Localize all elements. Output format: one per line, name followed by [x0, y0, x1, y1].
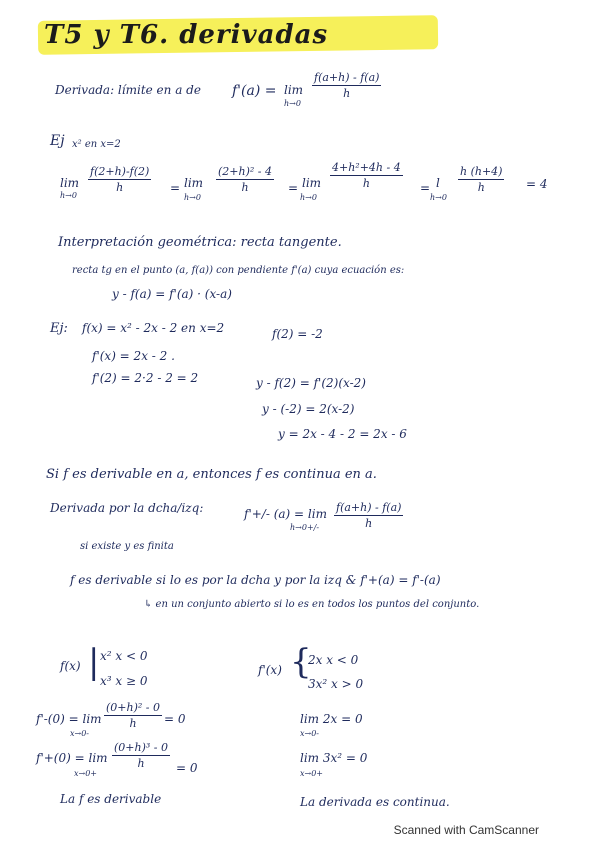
- ex1-fraction3: [330, 162, 403, 189]
- example2-label: Ej:: [50, 321, 68, 336]
- piecewise-fp-label: f'(x): [258, 663, 282, 677]
- ex1-lim4: l: [436, 176, 440, 190]
- ex1-fraction4: [458, 166, 504, 193]
- piecewise-f-label: f(x): [60, 659, 81, 673]
- definition-label: Derivada: límite en a de: [55, 83, 201, 97]
- example2-function: f(x) = x² - 2x - 2 en x=2: [82, 321, 225, 335]
- example2-f-at-2: f(2) = -2: [272, 327, 323, 341]
- lateral-sub: h→0+/-: [290, 523, 320, 532]
- ex1-eq2: =: [288, 181, 299, 195]
- ex1-lim3: lim: [302, 176, 322, 190]
- ex1-den3: h: [362, 177, 370, 190]
- left-derivative-sub: x→0-: [70, 729, 90, 738]
- lateral-den: h: [365, 517, 373, 530]
- left-derivative-den: h: [129, 717, 137, 730]
- ex1-den4: h: [477, 181, 485, 194]
- ex1-eq3: =: [420, 181, 431, 195]
- left-derivative-result: = 0: [164, 712, 186, 726]
- right-derivative-result: = 0: [176, 761, 198, 775]
- ex1-den1: h: [116, 181, 124, 194]
- ex1-num2: (2+h)² - 4: [218, 165, 273, 178]
- interpretation-heading: Interpretación geométrica: recta tangente.: [58, 235, 342, 250]
- ex1-lim2: lim: [184, 176, 204, 190]
- example2-eq1: y - f(2) = f'(2)(x-2): [256, 376, 366, 390]
- conclusion-derivable: La f es derivable: [60, 792, 162, 806]
- piecewise-fp-case2: 3x² x > 0: [308, 677, 364, 691]
- ex1-num3: 4+h²+4h - 4: [332, 161, 401, 174]
- interpretation-line1: recta tg en el punto (a, f(a)) con pendiente f'(a) cuya ecuación es:: [72, 265, 405, 276]
- camscanner-footer: Scanned with CamScanner: [393, 823, 539, 837]
- definition-fraction: [312, 72, 381, 99]
- ex1-fraction1: [88, 166, 151, 193]
- example1-label: Ej: [50, 133, 65, 149]
- lateral-lhs: f'+/- (a) = lim: [244, 507, 327, 521]
- right-derivative-lhs: f'+(0) = lim: [36, 751, 108, 765]
- ex1-num1: f(2+h)-f(2): [90, 165, 150, 178]
- definition-lim: lim: [284, 83, 304, 97]
- right-derivative-fraction: [112, 742, 170, 769]
- right-derivative-sub: x→0+: [74, 769, 98, 778]
- right-derivative-num: (0+h)³ - 0: [114, 741, 169, 754]
- piecewise-f-case2: x³ x ≥ 0: [100, 674, 148, 688]
- definition-lhs: f'(a) =: [232, 83, 277, 99]
- ex1-fraction2: [216, 166, 274, 193]
- ex1-den2: h: [241, 181, 249, 194]
- interpretation-line2: y - f(a) = f'(a) · (x-a): [112, 287, 232, 301]
- lateral-line1: f es derivable si lo es por la dcha y por la izq & f'+(a) = f'-(a): [70, 573, 441, 587]
- definition-numerator: f(a+h) - f(a): [314, 71, 380, 84]
- lateral-line2: ↳ en un conjunto abierto si lo es en todos los puntos del conjunto.: [144, 599, 480, 610]
- left-derivative-lhs: f'-(0) = lim: [36, 712, 102, 726]
- limit-3x2-sub: x→0+: [300, 769, 324, 778]
- left-derivative-fraction: [104, 702, 162, 729]
- lateral-fraction: [334, 502, 403, 529]
- page-title: T5 y T6. derivadas: [44, 20, 329, 50]
- lateral-num: f(a+h) - f(a): [336, 501, 402, 514]
- lateral-label: Derivada por la dcha/izq:: [50, 501, 204, 515]
- example2-derivative-at-2: f'(2) = 2·2 - 2 = 2: [92, 371, 199, 385]
- example2-eq2: y - (-2) = 2(x-2): [262, 402, 355, 416]
- example2-derivative: f'(x) = 2x - 2 .: [92, 349, 175, 363]
- ex1-sub2: h→0: [184, 193, 201, 202]
- ex1-num4: h (h+4): [460, 165, 503, 178]
- ex1-lim1: lim: [60, 176, 80, 190]
- ex1-eq1: =: [170, 181, 181, 195]
- ex1-sub4: h→0: [430, 193, 447, 202]
- right-derivative-den: h: [137, 757, 145, 770]
- piecewise-f-brace: |: [88, 642, 100, 682]
- ex1-sub1: h→0: [60, 191, 77, 200]
- definition-denominator: h: [343, 87, 351, 100]
- definition-lim-sub: h→0: [284, 99, 301, 108]
- piecewise-fp-brace: {: [290, 642, 312, 682]
- left-derivative-num: (0+h)² - 0: [106, 701, 161, 714]
- example1-condition: x² en x=2: [72, 139, 121, 150]
- example2-eq3: y = 2x - 4 - 2 = 2x - 6: [278, 427, 407, 441]
- piecewise-fp-case1: 2x x < 0: [308, 653, 359, 667]
- ex1-result: = 4: [526, 177, 548, 191]
- conclusion-continuous: La derivada es continua.: [300, 795, 450, 809]
- limit-3x2: lim 3x² = 0: [300, 751, 368, 765]
- ex1-sub3: h→0: [300, 193, 317, 202]
- continuity-statement: Si f es derivable en a, entonces f es continua en a.: [46, 467, 377, 482]
- piecewise-f-case1: x² x < 0: [100, 649, 148, 663]
- lateral-note: si existe y es finita: [80, 541, 174, 552]
- limit-2x: lim 2x = 0: [300, 712, 363, 726]
- limit-2x-sub: x→0-: [300, 729, 320, 738]
